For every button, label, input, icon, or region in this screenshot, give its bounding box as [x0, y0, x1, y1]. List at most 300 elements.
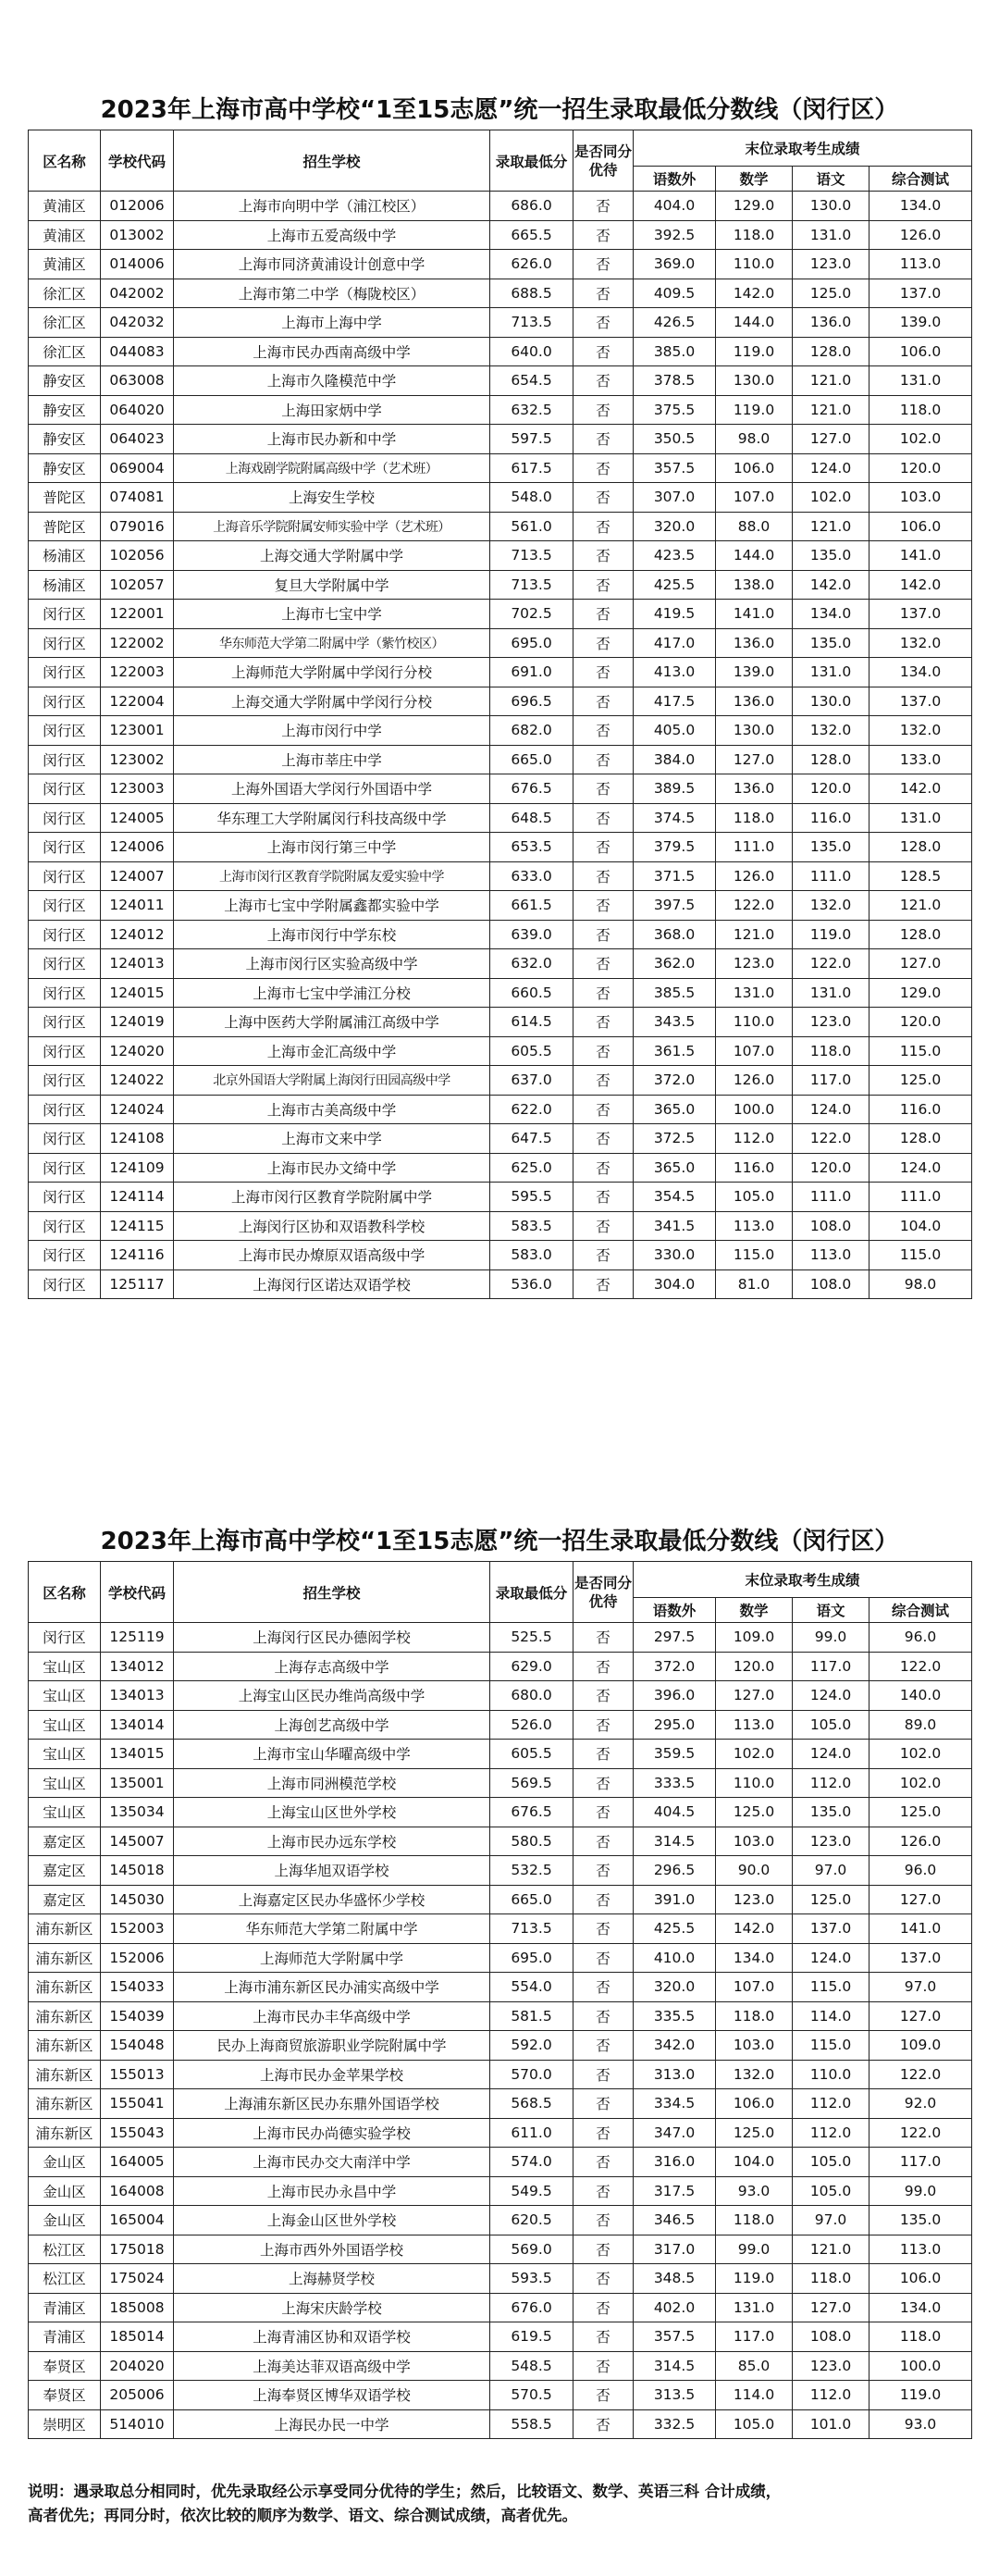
- min-score-cell: 597.5: [490, 425, 574, 454]
- comprehensive-score-cell: 140.0: [870, 1681, 972, 1711]
- cmp-score-cell: 374.5: [634, 803, 716, 833]
- math-score-cell: 119.0: [716, 337, 793, 366]
- district-cell: 浦东新区: [29, 1914, 101, 1944]
- comprehensive-score-cell: 106.0: [870, 337, 972, 366]
- district-cell: 静安区: [29, 395, 101, 425]
- code-cell: 134014: [101, 1710, 174, 1740]
- cmp-score-cell: 417.0: [634, 628, 716, 658]
- comprehensive-score-cell: 122.0: [870, 2118, 972, 2148]
- code-cell: 145007: [101, 1827, 174, 1856]
- header-district: 区名称: [29, 1562, 101, 1623]
- math-score-cell: 110.0: [716, 250, 793, 279]
- school-cell: 上海市闵行第三中学: [174, 833, 490, 862]
- cmp-score-cell: 320.0: [634, 512, 716, 541]
- comprehensive-score-cell: 115.0: [870, 1241, 972, 1270]
- cmp-score-cell: 391.0: [634, 1885, 716, 1914]
- math-score-cell: 110.0: [716, 1768, 793, 1798]
- min-score-cell: 688.5: [490, 279, 574, 308]
- district-cell: 闵行区: [29, 1183, 101, 1212]
- chinese-score-cell: 128.0: [793, 337, 870, 366]
- district-cell: 闵行区: [29, 628, 101, 658]
- district-cell: 静安区: [29, 453, 101, 483]
- table-row: [29, 1885, 972, 1914]
- equal-priority-cell: 否: [574, 949, 634, 979]
- code-cell: 124007: [101, 861, 174, 891]
- math-score-cell: 103.0: [716, 2031, 793, 2061]
- comprehensive-score-cell: 97.0: [870, 1973, 972, 2002]
- school-cell: 上海市民办金苹果学校: [174, 2060, 490, 2089]
- header-school: 招生学校: [174, 130, 490, 192]
- equal-priority-cell: 否: [574, 2264, 634, 2294]
- math-score-cell: 119.0: [716, 2264, 793, 2294]
- comprehensive-score-cell: 132.0: [870, 716, 972, 746]
- header-equal-priority: 是否同分优待: [574, 1562, 634, 1623]
- cmp-score-cell: 313.0: [634, 2060, 716, 2089]
- equal-priority-cell: 否: [574, 1885, 634, 1914]
- cmp-score-cell: 354.5: [634, 1183, 716, 1212]
- cmp-score-cell: 417.5: [634, 687, 716, 716]
- code-cell: 134013: [101, 1681, 174, 1711]
- math-score-cell: 116.0: [716, 1153, 793, 1183]
- code-cell: 042032: [101, 308, 174, 338]
- chinese-score-cell: 124.0: [793, 1681, 870, 1711]
- comprehensive-score-cell: 125.0: [870, 1066, 972, 1096]
- district-cell: 闵行区: [29, 1036, 101, 1066]
- equal-priority-cell: 否: [574, 1211, 634, 1241]
- table-row: [29, 1768, 972, 1798]
- school-cell: 上海市民办新和中学: [174, 425, 490, 454]
- chinese-score-cell: 115.0: [793, 1973, 870, 2002]
- math-score-cell: 85.0: [716, 2351, 793, 2381]
- code-cell: 152003: [101, 1914, 174, 1944]
- math-score-cell: 99.0: [716, 2235, 793, 2264]
- chinese-score-cell: 120.0: [793, 774, 870, 804]
- chinese-score-cell: 122.0: [793, 1124, 870, 1154]
- table-body: [29, 1623, 972, 2439]
- equal-priority-cell: 否: [574, 833, 634, 862]
- equal-priority-cell: 否: [574, 803, 634, 833]
- code-cell: 145018: [101, 1856, 174, 1886]
- cmp-score-cell: 425.5: [634, 570, 716, 600]
- district-cell: 闵行区: [29, 978, 101, 1008]
- chinese-score-cell: 127.0: [793, 2293, 870, 2322]
- min-score-cell: 626.0: [490, 250, 574, 279]
- math-score-cell: 139.0: [716, 658, 793, 687]
- equal-priority-cell: 否: [574, 1710, 634, 1740]
- code-cell: 079016: [101, 512, 174, 541]
- code-cell: 124015: [101, 978, 174, 1008]
- school-cell: 上海宝山区民办维尚高级中学: [174, 1681, 490, 1711]
- min-score-cell: 691.0: [490, 658, 574, 687]
- equal-priority-cell: 否: [574, 1153, 634, 1183]
- school-cell: 上海市民办西南高级中学: [174, 337, 490, 366]
- cmp-score-cell: 304.0: [634, 1269, 716, 1299]
- chinese-score-cell: 117.0: [793, 1066, 870, 1096]
- math-score-cell: 127.0: [716, 745, 793, 774]
- equal-priority-cell: 否: [574, 1008, 634, 1037]
- equal-priority-cell: 否: [574, 1623, 634, 1653]
- equal-priority-cell: 否: [574, 1652, 634, 1681]
- equal-priority-cell: 否: [574, 2001, 634, 2031]
- district-cell: 静安区: [29, 425, 101, 454]
- district-cell: 黄浦区: [29, 250, 101, 279]
- comprehensive-score-cell: 109.0: [870, 2031, 972, 2061]
- cmp-score-cell: 385.0: [634, 337, 716, 366]
- table-row: [29, 1269, 972, 1299]
- district-cell: 徐汇区: [29, 308, 101, 338]
- district-cell: 闵行区: [29, 1269, 101, 1299]
- chinese-score-cell: 135.0: [793, 1798, 870, 1827]
- cmp-score-cell: 423.5: [634, 541, 716, 571]
- table-row: [29, 949, 972, 979]
- header-math: 数学: [716, 167, 793, 192]
- header-school: 招生学校: [174, 1562, 490, 1623]
- district-cell: 金山区: [29, 2148, 101, 2177]
- chinese-score-cell: 113.0: [793, 1241, 870, 1270]
- district-cell: 普陀区: [29, 512, 101, 541]
- chinese-score-cell: 112.0: [793, 2118, 870, 2148]
- chinese-score-cell: 116.0: [793, 803, 870, 833]
- comprehensive-score-cell: 119.0: [870, 2381, 972, 2410]
- math-score-cell: 114.0: [716, 2381, 793, 2410]
- cmp-score-cell: 375.5: [634, 395, 716, 425]
- table-row: [29, 2001, 972, 2031]
- chinese-score-cell: 135.0: [793, 541, 870, 571]
- min-score-cell: 695.0: [490, 1943, 574, 1973]
- cmp-score-cell: 332.5: [634, 2409, 716, 2439]
- math-score-cell: 132.0: [716, 2060, 793, 2089]
- code-cell: 125119: [101, 1623, 174, 1653]
- school-cell: 上海金山区世外学校: [174, 2206, 490, 2235]
- equal-priority-cell: 否: [574, 2381, 634, 2410]
- district-cell: 嘉定区: [29, 1827, 101, 1856]
- min-score-cell: 569.5: [490, 1768, 574, 1798]
- table-row: [29, 192, 972, 221]
- district-cell: 闵行区: [29, 745, 101, 774]
- table-row: [29, 2148, 972, 2177]
- math-score-cell: 109.0: [716, 1623, 793, 1653]
- comprehensive-score-cell: 128.5: [870, 861, 972, 891]
- min-score-cell: 611.0: [490, 2118, 574, 2148]
- school-cell: 上海嘉定区民办华盛怀少学校: [174, 1885, 490, 1914]
- math-score-cell: 142.0: [716, 1914, 793, 1944]
- school-cell: 上海市同洲模范学校: [174, 1768, 490, 1798]
- code-cell: 123003: [101, 774, 174, 804]
- school-cell: 上海青浦区协和双语学校: [174, 2322, 490, 2352]
- table-row: [29, 1681, 972, 1711]
- chinese-score-cell: 124.0: [793, 1943, 870, 1973]
- equal-priority-cell: 否: [574, 337, 634, 366]
- comprehensive-score-cell: 106.0: [870, 512, 972, 541]
- district-cell: 闵行区: [29, 1241, 101, 1270]
- comprehensive-score-cell: 103.0: [870, 483, 972, 513]
- math-score-cell: 142.0: [716, 279, 793, 308]
- math-score-cell: 105.0: [716, 2409, 793, 2439]
- code-cell: 069004: [101, 453, 174, 483]
- code-cell: 122004: [101, 687, 174, 716]
- school-cell: 上海华旭双语学校: [174, 1856, 490, 1886]
- code-cell: 124108: [101, 1124, 174, 1154]
- equal-priority-cell: 否: [574, 453, 634, 483]
- chinese-score-cell: 119.0: [793, 920, 870, 949]
- math-score-cell: 136.0: [716, 687, 793, 716]
- equal-priority-cell: 否: [574, 1740, 634, 1769]
- district-cell: 闵行区: [29, 687, 101, 716]
- chinese-score-cell: 114.0: [793, 2001, 870, 2031]
- table-row: [29, 2118, 972, 2148]
- comprehensive-score-cell: 98.0: [870, 1269, 972, 1299]
- chinese-score-cell: 105.0: [793, 2176, 870, 2206]
- cmp-score-cell: 343.5: [634, 1008, 716, 1037]
- page-title: 2023年上海市高中学校“1至15志愿”统一招生录取最低分数线（闵行区）: [100, 1528, 899, 1555]
- chinese-score-cell: 130.0: [793, 687, 870, 716]
- min-score-cell: 583.0: [490, 1241, 574, 1270]
- cmp-score-cell: 369.0: [634, 250, 716, 279]
- district-cell: 宝山区: [29, 1652, 101, 1681]
- min-score-cell: 617.5: [490, 453, 574, 483]
- school-cell: 上海交通大学附属中学闵行分校: [174, 687, 490, 716]
- table-row: [29, 2206, 972, 2235]
- table-row: [29, 978, 972, 1008]
- table-row: [29, 687, 972, 716]
- district-cell: 宝山区: [29, 1681, 101, 1711]
- school-cell: 上海闵行区诺达双语学校: [174, 1269, 490, 1299]
- district-cell: 松江区: [29, 2235, 101, 2264]
- district-cell: 宝山区: [29, 1768, 101, 1798]
- table-row: [29, 1036, 972, 1066]
- chinese-score-cell: 121.0: [793, 395, 870, 425]
- code-cell: 124005: [101, 803, 174, 833]
- chinese-score-cell: 123.0: [793, 250, 870, 279]
- chinese-score-cell: 130.0: [793, 192, 870, 221]
- table-row: [29, 220, 972, 250]
- min-score-cell: 637.0: [490, 1066, 574, 1096]
- equal-priority-cell: 否: [574, 2176, 634, 2206]
- math-score-cell: 98.0: [716, 425, 793, 454]
- chinese-score-cell: 118.0: [793, 1036, 870, 1066]
- cmp-score-cell: 335.5: [634, 2001, 716, 2031]
- min-score-cell: 620.5: [490, 2206, 574, 2235]
- equal-priority-cell: 否: [574, 716, 634, 746]
- comprehensive-score-cell: 128.0: [870, 833, 972, 862]
- min-score-cell: 713.5: [490, 570, 574, 600]
- equal-priority-cell: 否: [574, 774, 634, 804]
- school-cell: 上海市西外外国语学校: [174, 2235, 490, 2264]
- math-score-cell: 110.0: [716, 1008, 793, 1037]
- min-score-cell: 713.5: [490, 541, 574, 571]
- table-row: [29, 2381, 972, 2410]
- code-cell: 012006: [101, 192, 174, 221]
- comprehensive-score-cell: 102.0: [870, 425, 972, 454]
- math-score-cell: 102.0: [716, 1740, 793, 1769]
- equal-priority-cell: 否: [574, 483, 634, 513]
- cmp-score-cell: 425.5: [634, 1914, 716, 1944]
- math-score-cell: 107.0: [716, 483, 793, 513]
- school-cell: 华东师范大学第二附属中学（紫竹校区）: [174, 628, 490, 658]
- chinese-score-cell: 97.0: [793, 2206, 870, 2235]
- school-cell: 上海市五爱高级中学: [174, 220, 490, 250]
- school-cell: 上海市民办文绮中学: [174, 1153, 490, 1183]
- equal-priority-cell: 否: [574, 220, 634, 250]
- comprehensive-score-cell: 102.0: [870, 1740, 972, 1769]
- chinese-score-cell: 112.0: [793, 1768, 870, 1798]
- cmp-score-cell: 426.5: [634, 308, 716, 338]
- school-cell: 上海市金汇高级中学: [174, 1036, 490, 1066]
- equal-priority-cell: 否: [574, 2409, 634, 2439]
- cmp-score-cell: 334.5: [634, 2089, 716, 2119]
- comprehensive-score-cell: 127.0: [870, 949, 972, 979]
- min-score-cell: 568.5: [490, 2089, 574, 2119]
- equal-priority-cell: 否: [574, 425, 634, 454]
- district-cell: 闵行区: [29, 891, 101, 921]
- equal-priority-cell: 否: [574, 891, 634, 921]
- min-score-cell: 665.5: [490, 220, 574, 250]
- chinese-score-cell: 102.0: [793, 483, 870, 513]
- table-row: [29, 1095, 972, 1124]
- cmp-score-cell: 402.0: [634, 2293, 716, 2322]
- table-row: [29, 1211, 972, 1241]
- comprehensive-score-cell: 131.0: [870, 366, 972, 396]
- code-cell: 123001: [101, 716, 174, 746]
- cmp-score-cell: 320.0: [634, 1973, 716, 2002]
- table-row: [29, 1973, 972, 2002]
- comprehensive-score-cell: 118.0: [870, 395, 972, 425]
- chinese-score-cell: 112.0: [793, 2089, 870, 2119]
- code-cell: 124013: [101, 949, 174, 979]
- chinese-score-cell: 121.0: [793, 366, 870, 396]
- table-row: [29, 628, 972, 658]
- equal-priority-cell: 否: [574, 2206, 634, 2235]
- min-score-cell: 619.5: [490, 2322, 574, 2352]
- chinese-score-cell: 111.0: [793, 1183, 870, 1212]
- comprehensive-score-cell: 141.0: [870, 1914, 972, 1944]
- footnote: [28, 2480, 971, 2528]
- table-row: [29, 2089, 972, 2119]
- district-cell: 闵行区: [29, 1066, 101, 1096]
- school-cell: 华东师范大学第二附属中学: [174, 1914, 490, 1944]
- comprehensive-score-cell: 116.0: [870, 1095, 972, 1124]
- code-cell: 122003: [101, 658, 174, 687]
- code-cell: 102057: [101, 570, 174, 600]
- chinese-score-cell: 131.0: [793, 658, 870, 687]
- table-row: [29, 1623, 972, 1653]
- equal-priority-cell: 否: [574, 978, 634, 1008]
- school-cell: 上海师范大学附属中学闵行分校: [174, 658, 490, 687]
- chinese-score-cell: 121.0: [793, 2235, 870, 2264]
- math-score-cell: 141.0: [716, 600, 793, 629]
- min-score-cell: 702.5: [490, 600, 574, 629]
- cmp-score-cell: 350.5: [634, 425, 716, 454]
- comprehensive-score-cell: 120.0: [870, 1008, 972, 1037]
- district-cell: 青浦区: [29, 2322, 101, 2352]
- math-score-cell: 107.0: [716, 1973, 793, 2002]
- chinese-score-cell: 124.0: [793, 453, 870, 483]
- table-row: [29, 395, 972, 425]
- school-cell: 上海闵行区协和双语教科学校: [174, 1211, 490, 1241]
- header-chinese-math-english: 语数外: [634, 167, 716, 192]
- header-comprehensive: 综合测试: [870, 1598, 972, 1623]
- school-cell: 上海存志高级中学: [174, 1652, 490, 1681]
- code-cell: 154048: [101, 2031, 174, 2061]
- code-cell: 124115: [101, 1211, 174, 1241]
- chinese-score-cell: 124.0: [793, 1740, 870, 1769]
- table-body: [29, 192, 972, 1299]
- min-score-cell: 558.5: [490, 2409, 574, 2439]
- math-score-cell: 125.0: [716, 2118, 793, 2148]
- comprehensive-score-cell: 128.0: [870, 920, 972, 949]
- district-cell: 浦东新区: [29, 1973, 101, 2002]
- comprehensive-score-cell: 106.0: [870, 2264, 972, 2294]
- equal-priority-cell: 否: [574, 2235, 634, 2264]
- school-cell: 上海浦东新区民办东鼎外国语学校: [174, 2089, 490, 2119]
- school-cell: 上海市闵行区实验高级中学: [174, 949, 490, 979]
- school-cell: 上海戏剧学院附属高级中学（艺术班）: [174, 453, 490, 483]
- table-row: [29, 1652, 972, 1681]
- cmp-score-cell: 413.0: [634, 658, 716, 687]
- table-row: [29, 1124, 972, 1154]
- comprehensive-score-cell: 99.0: [870, 2176, 972, 2206]
- district-cell: 闵行区: [29, 716, 101, 746]
- header-last-student: 末位录取考生成绩: [634, 1562, 972, 1598]
- cmp-score-cell: 307.0: [634, 483, 716, 513]
- cmp-score-cell: 296.5: [634, 1856, 716, 1886]
- district-cell: 嘉定区: [29, 1856, 101, 1886]
- math-score-cell: 136.0: [716, 774, 793, 804]
- equal-priority-cell: 否: [574, 745, 634, 774]
- district-cell: 闵行区: [29, 658, 101, 687]
- cmp-score-cell: 392.5: [634, 220, 716, 250]
- chinese-score-cell: 124.0: [793, 1095, 870, 1124]
- code-cell: 124024: [101, 1095, 174, 1124]
- school-cell: 上海市向明中学（浦江校区）: [174, 192, 490, 221]
- code-cell: 042002: [101, 279, 174, 308]
- table-row: [29, 250, 972, 279]
- math-score-cell: 115.0: [716, 1241, 793, 1270]
- header-math: 数学: [716, 1598, 793, 1623]
- code-cell: 155041: [101, 2089, 174, 2119]
- footnote-line: 说明：遇录取总分相同时，优先录取经公示享受同分优待的学生；然后，比较语文、数学、英语三科 合计成绩，: [28, 2483, 782, 2500]
- code-cell: 164008: [101, 2176, 174, 2206]
- min-score-cell: 525.5: [490, 1623, 574, 1653]
- code-cell: 204020: [101, 2351, 174, 2381]
- chinese-score-cell: 121.0: [793, 512, 870, 541]
- min-score-cell: 548.5: [490, 2351, 574, 2381]
- table-row: [29, 2264, 972, 2294]
- equal-priority-cell: 否: [574, 600, 634, 629]
- comprehensive-score-cell: 134.0: [870, 2293, 972, 2322]
- cmp-score-cell: 313.5: [634, 2381, 716, 2410]
- cmp-score-cell: 317.0: [634, 2235, 716, 2264]
- cmp-score-cell: 365.0: [634, 1095, 716, 1124]
- equal-priority-cell: 否: [574, 366, 634, 396]
- cmp-score-cell: 409.5: [634, 279, 716, 308]
- equal-priority-cell: 否: [574, 2293, 634, 2322]
- school-cell: 上海安生学校: [174, 483, 490, 513]
- equal-priority-cell: 否: [574, 308, 634, 338]
- code-cell: 155013: [101, 2060, 174, 2089]
- table-row: [29, 2235, 972, 2264]
- district-cell: 浦东新区: [29, 2060, 101, 2089]
- school-cell: 上海市民办交大南洋中学: [174, 2148, 490, 2177]
- chinese-score-cell: 120.0: [793, 1153, 870, 1183]
- table-row: [29, 1183, 972, 1212]
- comprehensive-score-cell: 133.0: [870, 745, 972, 774]
- cmp-score-cell: 371.5: [634, 861, 716, 891]
- district-cell: 闵行区: [29, 1124, 101, 1154]
- chinese-score-cell: 123.0: [793, 2351, 870, 2381]
- district-cell: 嘉定区: [29, 1885, 101, 1914]
- math-score-cell: 127.0: [716, 1681, 793, 1711]
